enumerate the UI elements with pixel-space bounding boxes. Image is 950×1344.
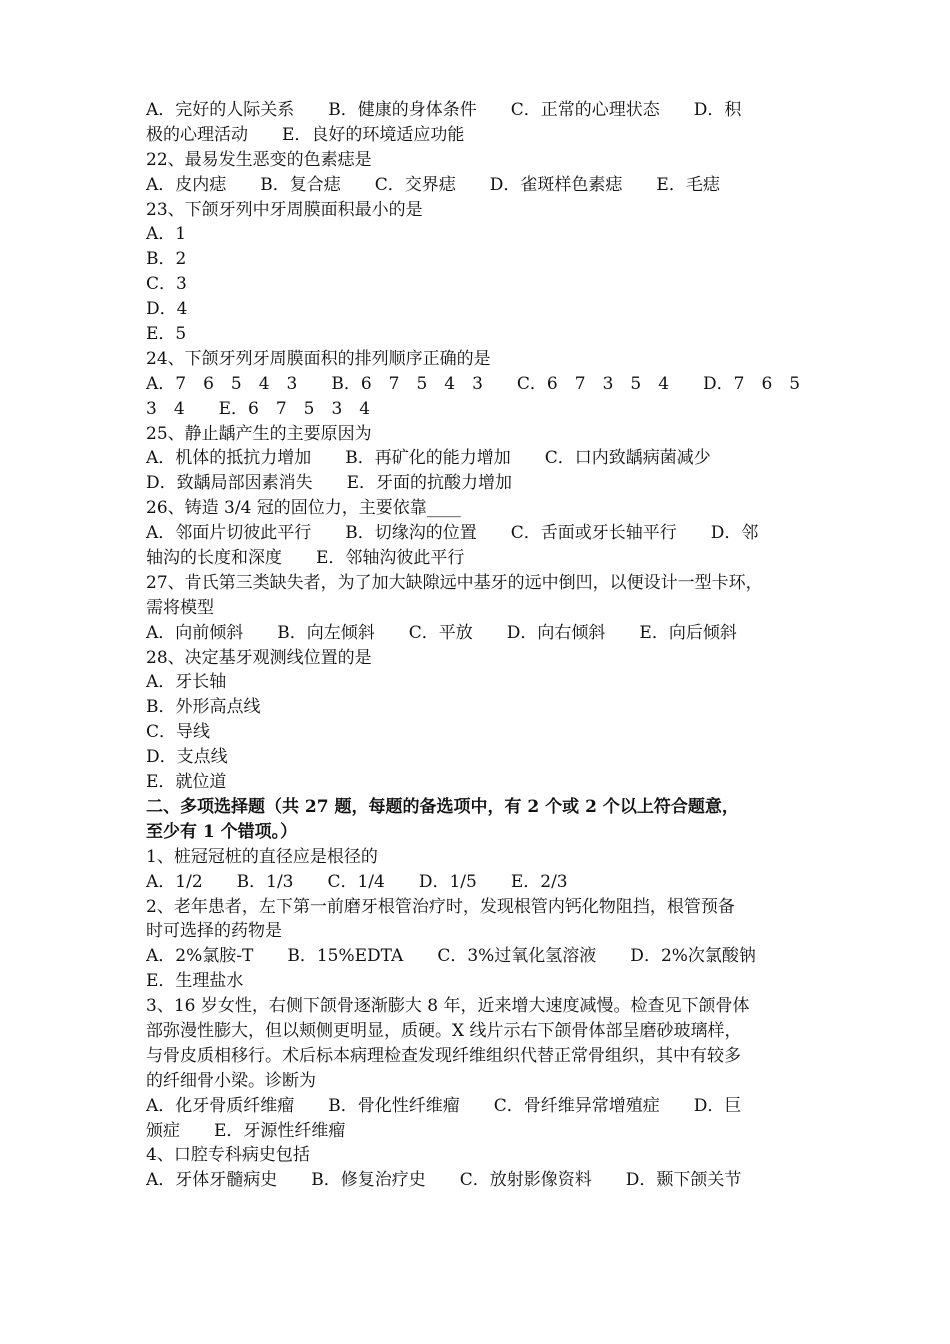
text-line: 3、16 岁女性，右侧下颌骨逐渐膨大 8 年，近来增大速度减慢。检查见下颌骨体 (146, 996, 750, 1017)
text-line: A．邻面片切彼此平行 B．切缘沟的位置 C．舌面或牙长轴平行 D．邻 (146, 523, 759, 544)
text-line: A．化牙骨质纤维瘤 B．骨化性纤维瘤 C．骨纤维异常增殖症 D．巨 (146, 1095, 742, 1116)
text-line: 25、静止龋产生的主要原因为 (146, 423, 372, 444)
text-line: E．就位道 (146, 772, 227, 793)
section-heading-line: 二、多项选择题（共 27 题，每题的备选项中，有 2 个或 2 个以上符合题意， (146, 796, 739, 817)
text-line: 26、铸造 3/4 冠的固位力，主要依靠____ (146, 498, 461, 519)
text-line: A．7 6 5 4 3 B．6 7 5 4 3 C．6 7 3 5 4 D．7 6 5 (146, 373, 801, 394)
text-line: B．2 (146, 249, 187, 270)
text-line: 的纤细骨小梁。诊断为 (146, 1070, 316, 1091)
text-line: A．1 (146, 224, 187, 245)
text-line: 28、决定基牙观测线位置的是 (146, 647, 372, 668)
text-line: A．牙长轴 (146, 672, 227, 693)
text-line: 时可选择的药物是 (146, 921, 282, 942)
text-line: 3 4 E．6 7 5 3 4 (146, 398, 371, 419)
text-line: A．2%氯胺-T B．15%EDTA C．3%过氧化氢溶液 D．2%次氯酸钠 (146, 946, 756, 967)
text-line: 23、下颌牙列中牙周膜面积最小的是 (146, 199, 423, 220)
text-line: A．皮内痣 B．复合痣 C．交界痣 D．雀斑样色素痣 E．毛痣 (146, 174, 720, 195)
text-line: A．向前倾斜 B．向左倾斜 C．平放 D．向右倾斜 E．向后倾斜 (146, 622, 737, 643)
text-line: A．1/2 B．1/3 C．1/4 D．1/5 E．2/3 (146, 871, 568, 892)
text-line: 颁症 E．牙源性纤维瘤 (146, 1120, 346, 1141)
text-line: 极的心理活动 E．良好的环境适应功能 (146, 124, 465, 145)
text-line: C．3 (146, 274, 187, 295)
text-line: 2、老年患者，左下第一前磨牙根管治疗时，发现根管内钙化物阻挡，根管预备 (146, 896, 735, 917)
text-line: D．4 (146, 299, 188, 320)
text-line: A．机体的抵抗力增加 B．再矿化的能力增加 C．口内致龋病菌减少 (146, 448, 711, 469)
section-heading-line: 至少有 1 个错项。） (146, 821, 298, 842)
text-line: B．外形高点线 (146, 697, 261, 718)
text-line: A．完好的人际关系 B．健康的身体条件 C．正常的心理状态 D．积 (146, 100, 742, 120)
text-line: C．导线 (146, 722, 211, 743)
text-line: 轴沟的长度和深度 E．邻轴沟彼此平行 (146, 548, 465, 569)
text-line: D．支点线 (146, 747, 228, 768)
text-line: 4、口腔专科病史包括 (146, 1145, 310, 1166)
document-page (146, 98, 810, 1193)
text-line: E．5 (146, 324, 187, 345)
text-line: 部弥漫性膨大，但以颊侧更明显，质硬。X 线片示右下颌骨体部呈磨砂玻璃样， (146, 1020, 742, 1041)
text-line: E．生理盐水 (146, 971, 244, 992)
text-line: 24、下颌牙列牙周膜面积的排列顺序正确的是 (146, 348, 491, 369)
text-line: D．致龋局部因素消失 E．牙面的抗酸力增加 (146, 473, 513, 494)
text-line: 1、桩冠冠桩的直径应是根径的 (146, 846, 378, 867)
text-line: 与骨皮质相移行。术后标本病理检查发现纤维组织代替正常骨组织，其中有较多 (146, 1045, 741, 1066)
text-line: A．牙体牙髓病史 B．修复治疗史 C．放射影像资料 D．颞下颌关节 (146, 1170, 742, 1191)
text-line: 27、肯氏第三类缺失者，为了加大缺隙远中基牙的远中倒凹，以便设计一型卡环， (146, 572, 763, 593)
text-line: 22、最易发生恶变的色素痣是 (146, 149, 372, 170)
text-line: 需将模型 (146, 597, 214, 618)
